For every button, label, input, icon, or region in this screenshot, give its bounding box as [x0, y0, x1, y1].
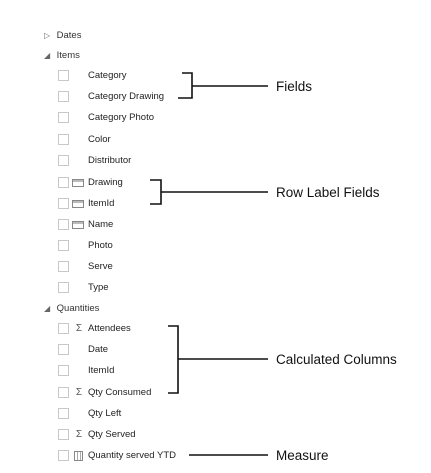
row-label-fields-bracket	[150, 180, 161, 204]
annotation-calculated-columns: Calculated Columns	[276, 352, 397, 367]
field-label: Distributor	[88, 155, 132, 166]
collapsed-arrow-icon[interactable]: ▷	[44, 31, 51, 40]
field-label: Category	[88, 70, 127, 81]
field-label: Name	[88, 219, 114, 230]
annotation-fields: Fields	[276, 79, 313, 94]
field-label: Attendees	[88, 323, 131, 334]
calculated-columns-bracket	[168, 326, 178, 393]
group-quantities-label: Quantities	[56, 303, 100, 314]
field-label: Quantity served YTD	[88, 450, 177, 461]
field-label: Date	[88, 344, 109, 355]
sigma-icon: Σ	[75, 387, 83, 398]
sigma-icon: Σ	[75, 429, 83, 440]
expanded-arrow-icon[interactable]: ◢	[44, 304, 51, 313]
fields-bracket	[178, 73, 192, 98]
field-label: Qty Served	[88, 429, 136, 440]
field-label: Qty Left	[88, 408, 122, 419]
field-label: Serve	[88, 261, 113, 272]
field-label: Qty Consumed	[88, 387, 152, 398]
field-label: Photo	[88, 240, 113, 251]
field-label: ItemId	[88, 198, 115, 209]
field-label: Type	[88, 282, 109, 293]
field-label: Category Photo	[88, 112, 155, 123]
group-dates-label: Dates	[56, 30, 82, 41]
field-label: ItemId	[88, 365, 115, 376]
sigma-icon: Σ	[75, 323, 83, 334]
field-label: Category Drawing	[88, 91, 165, 102]
group-items-label: Items	[56, 50, 80, 61]
field-label: Color	[88, 134, 111, 145]
field-label: Drawing	[88, 177, 123, 188]
expanded-arrow-icon[interactable]: ◢	[44, 51, 51, 60]
annotation-row-label-fields: Row Label Fields	[276, 185, 380, 200]
annotation-measure: Measure	[276, 448, 329, 463]
